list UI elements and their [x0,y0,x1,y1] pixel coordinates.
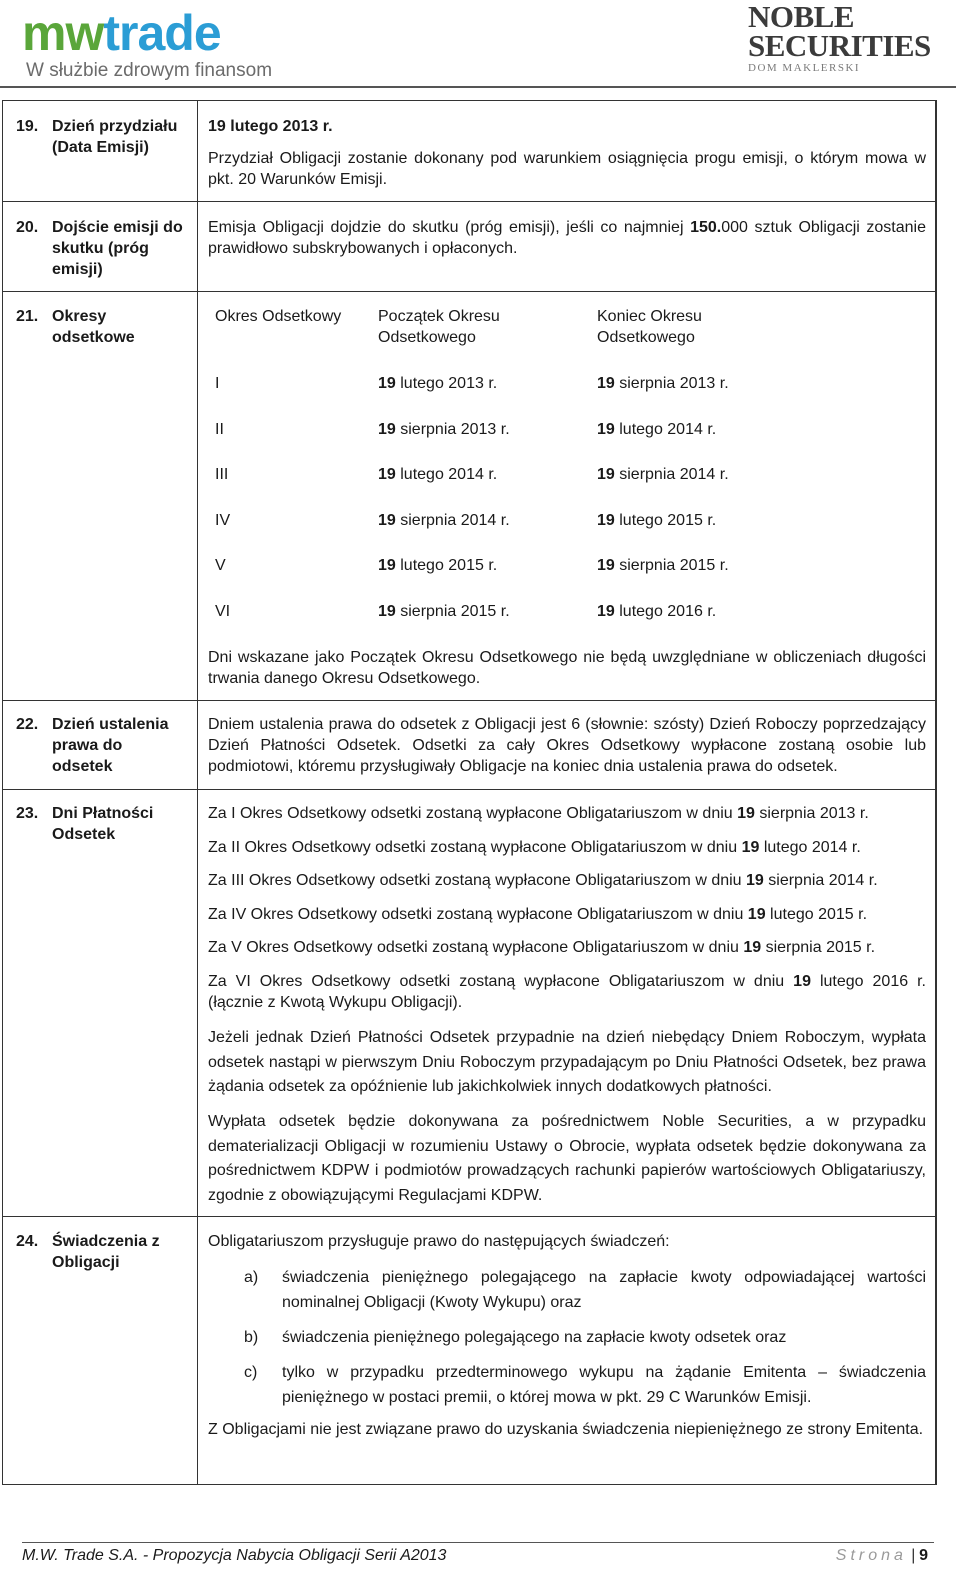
period-start: 19 lutego 2015 r. [378,557,498,575]
benefit-item: tylko w przypadku przedterminowego wykupu na żądanie Emitenta – świadczenia pieniężnego w postaci premii, o której mowa w pkt. 29 C Warunków Emisji. [282,1364,926,1406]
footer-page [836,1547,928,1565]
period-start: 19 lutego 2013 r. [378,375,498,392]
row-number: 23. [16,805,39,822]
row-number: 22. [16,716,39,733]
table-column-divider [197,100,198,1485]
page-number: 9 [919,1547,928,1564]
row-text: Wypłata odsetek będzie dokonywana za pośrednictwem Noble Securities, a w przypadku dematerializacji Obligacji w rozumieniu Ustawy o Obrocie, wypłata odsetek będzie dokonywana za pośrednictwem KDPW i podmiotów prowadzących rachunki papierów wartościowych Obligatariuszy, zgodnie z obowiązującymi Regulacjami KDPW. [208,1113,926,1204]
row-label: Dzień ustalenia prawa do odsetek [52,716,169,775]
period-start: 19 lutego 2014 r. [378,466,498,484]
payment-line: Za I Okres Odsetkowy odsetki zostaną wypłacone Obligatariuszom w dniu 19 sierpnia 2013 r. [208,805,869,822]
issue-date: 19 lutego 2013 r. [208,118,333,135]
row-text: Dniem ustalenia prawa do odsetek z Obligacji jest 6 (słownie: szósty) Dzień Roboczy poprzedzający Dzień Płatności Odsetek. Odsetki za cały Okres Odsetkowy wypłacone zostaną osobie lub podmiotowi, któremu przysługiwały Obligacje na koniec dnia ustalenia prawa do odsetek. [208,716,926,775]
benefits-outro: Z Obligacjami nie jest związane prawo do uzyskania świadczenia niepieniężnego ze strony Emitenta. [208,1421,924,1438]
periods-note: Dni wskazane jako Początek Okresu Odsetkowego nie będą uwzględniane w obliczeniach długości trwania danego Okresu Odsetkowego. [208,649,926,687]
payment-line: Za VI Okres Odsetkowy odsetki zostaną wypłacone Obligatariuszom w dniu 19 lutego 2016 r. (łącznie z Kwotą Wykupu Obligacji). [208,973,926,1011]
row-label: Dzień przydziału (Data Emisji) [52,118,178,156]
period-number: III [215,466,229,484]
benefit-marker: b) [244,1329,259,1346]
benefit-marker: a) [244,1269,259,1286]
row-label: Okresy odsetkowe [52,308,135,346]
benefits-intro: Obligatariuszom przysługuje prawo do następujących świadczeń: [208,1233,670,1250]
row-label: Dni Płatności Odsetek [52,805,154,843]
header-divider [0,86,956,88]
period-number: I [215,375,220,392]
row-divider [2,201,937,202]
benefit-item: świadczenia pieniężnego polegającego na zapłacie kwoty odpowiadającej wartości nominalnej Obligacji (Kwoty Wykupu) oraz [282,1269,926,1311]
period-number: IV [215,511,231,529]
noble-securities-logo [748,2,931,74]
payment-line: Za II Okres Odsetkowy odsetki zostaną wypłacone Obligatariuszom w dniu 19 lutego 2014 r. [208,838,861,856]
row-divider [2,700,937,701]
period-start: 19 sierpnia 2013 r. [378,420,510,438]
period-end: 19 sierpnia 2014 r. [597,466,729,484]
row-text: Przydział Obligacji zostanie dokonany pod warunkiem osiągnięcia progu emisji, o którym mowa w pkt. 20 Warunków Emisji. [208,150,926,188]
row-text: Jeżeli jednak Dzień Płatności Odsetek przypadnie na dzień niebędący Dniem Roboczym, wypłata odsetek nastąpi w pierwszym Dniu Roboczym przypadającym po Dniu Płatności Odsetek, bez prawa żądania odsetek za opóźnienie lub jakichkolwiek innych dodatkowych płatności. [208,1029,926,1095]
end-col-header: Koniec Okresu Odsetkowego [597,308,702,346]
footer-divider [22,1542,934,1543]
row-number: 24. [16,1233,39,1250]
noble-logo-line1: NOBLE [748,0,855,34]
footer-separator: | [910,1547,916,1564]
period-end: 19 lutego 2014 r. [597,420,717,438]
row-number: 21. [16,308,39,325]
mwtrade-tagline: W służbie zdrowym finansom [26,60,273,81]
row-number: 19. [16,118,39,135]
period-end: 19 lutego 2016 r. [597,603,717,620]
row-divider [2,1216,937,1217]
mwtrade-logo-trade: trade [103,5,221,61]
start-col-header: Początek Okresu Odsetkowego [378,308,500,346]
row-number: 20. [16,219,39,236]
payment-line: Za III Okres Odsetkowy odsetki zostaną wypłacone Obligatariuszom w dniu 19 sierpnia 2014 r. [208,872,878,890]
noble-logo-line2: SECURITIES [748,28,931,63]
mwtrade-logo-mw: mw [22,5,104,61]
payment-line: Za V Okres Odsetkowy odsetki zostaną wypłacone Obligatariuszom w dniu 19 sierpnia 2015 r. [208,939,876,957]
period-number: VI [215,603,231,620]
period-start: 19 sierpnia 2014 r. [378,511,510,529]
period-end: 19 sierpnia 2015 r. [597,557,729,575]
page-header [0,0,960,92]
period-number: V [215,557,226,575]
row-divider [2,291,937,292]
row-label: Dojście emisji do skutku (próg emisji) [52,219,183,278]
row-text: Emisja Obligacji dojdzie do skutku (próg emisji), jeśli co najmniej 150.000 sztuk Obligacji zostanie prawidłowo subskrybowanych i opłaconych. [208,219,927,257]
period-end: 19 lutego 2015 r. [597,511,717,529]
period-end: 19 sierpnia 2013 r. [597,375,729,392]
payment-line: Za IV Okres Odsetkowy odsetki zostaną wypłacone Obligatariuszom w dniu 19 lutego 2015 r. [208,905,868,923]
benefit-marker: c) [244,1364,258,1381]
benefit-item: świadczenia pieniężnego polegającego na zapłacie kwoty odsetek oraz [282,1329,787,1346]
period-col-header: Okres Odsetkowy [215,308,342,325]
mwtrade-logo [22,5,273,82]
noble-logo-line3: DOM MAKLERSKI [748,62,861,74]
footer-document-title: M.W. Trade S.A. - Propozycja Nabycia Obligacji Serii A2013 [22,1547,447,1564]
period-number: II [215,420,224,438]
footer-strona: Strona [835,1547,907,1564]
row-divider [2,789,937,790]
period-start: 19 sierpnia 2015 r. [378,603,510,620]
row-label: Świadczenia z Obligacji [52,1233,160,1271]
